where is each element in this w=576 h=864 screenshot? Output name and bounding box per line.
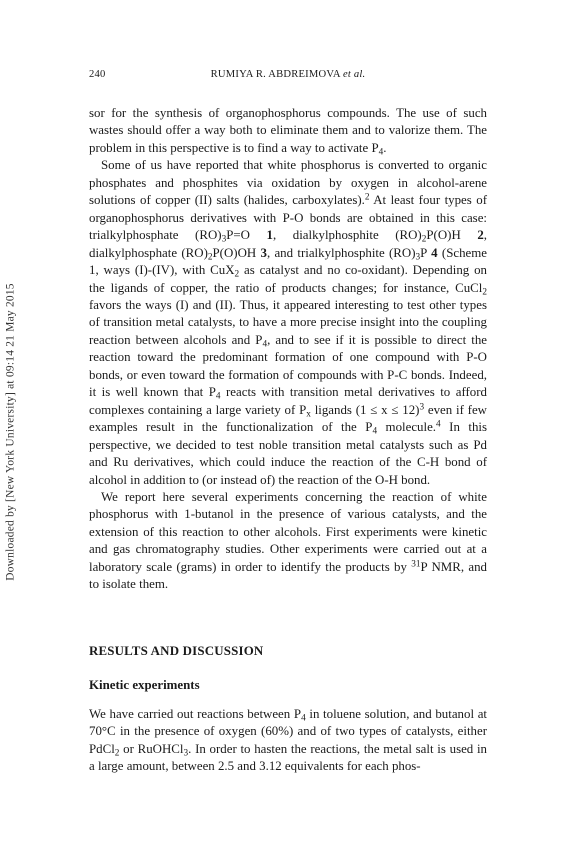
running-header [89, 69, 487, 83]
author-name: RUMIYA R. ABDREIMOVA [210, 69, 341, 80]
running-head-author [89, 69, 487, 80]
compound-3: 3 [260, 245, 267, 260]
paragraph-3: We report here several experiments concerning the reaction of white phosphorus with 1-butanol in the presence of various catalysts, and the extension of this reaction to other alcohols. First experiments were kinetic and gas chromatography studies. Other experiments were carried out at a laboratory scale (grams) in order to identify the products by $^{31}$P NMR, and to isolate them. [89, 489, 487, 592]
et-al: et al. [342, 69, 366, 80]
download-notice: Downloaded by [New York University] at 09:14 21 May 2015 [5, 283, 17, 581]
compound-1: 1 [266, 228, 273, 243]
reference-4: 4 [436, 419, 441, 430]
compound-2: 2 [477, 228, 484, 243]
body-text-lower [89, 706, 487, 776]
compound-4: 4 [431, 245, 438, 260]
page-number: 240 [89, 69, 106, 80]
reference-2: 2 [364, 192, 370, 203]
subsection-title: Kinetic experiments [89, 678, 200, 692]
body-text-upper [89, 105, 487, 594]
reference-3: 3 [419, 402, 425, 413]
download-watermark [2, 262, 20, 602]
section-title: RESULTS AND DISCUSSION [89, 644, 264, 658]
paragraph-1: sor for the synthesis of organophosphorus compounds. The use of such wastes should offer a way both to eliminate them and to valorize them. The problem in this perspective is to find a way to activate $P_4$. [89, 106, 487, 158]
paragraph-2: Some of us have reported that white phosphorus is converted to organic phosphates and phosphites via oxidation by oxygen in alcohol-arene solutions of copper (II) salts (halides, carboxylates).$^2$ At least four types of organophosphorus derivatives with P-O bonds are obtained in this case: trialkylphosphate $(RO)_3P=O$ 1, dialkylphosphite $(RO)_2P(O)H$ 2, dialkylphosphate $(RO)_2P(O)OH$ 3, and trialkylphosphite $(RO)_3P$ 4 (Scheme 1, ways (I)-(IV), with CuX$_2$ as catalyst and no co-oxidant). Depending on the ligands of copper, the ratio of products changes; for instance, CuCl$_2$ favors the ways (I) and (II). Thus, it appeared interesting to test other types of transition metal catalysts, to have a more precise insight into the coupling reaction between alcohols and $P_4$, and to see if it is possible to direct the reaction toward the predominant formation of one compound with P-O bonds, or even toward the formation of compounds with P-C bonds. Indeed, it is well known that $P_4$ reacts with transition metal derivatives to afford complexes containing a large variety of $P_x$ ligands (1 ≤ x ≤ 12)$^3$ even if few examples result in the functionalization of the $P_4$ molecule.$^4$ In this perspective, we decided to test noble transition metal catalysts such as Pd and Ru derivatives, which could induce the reaction of the C-H bond of alcohol in addition to (or instead of) the reaction of the O-H bond. [89, 158, 488, 487]
paragraph-4: We have carried out reactions between $P_4$ in toluene solution, and butanol at 70°C in the presence of oxygen (60%) and of two types of catalysts, either PdCl$_2$ or RuOHCl$_3$. In order to hasten the reactions, the metal salt is used in a large amount, between 2.5 and 3.12 equivalents for each phos- [89, 707, 487, 774]
